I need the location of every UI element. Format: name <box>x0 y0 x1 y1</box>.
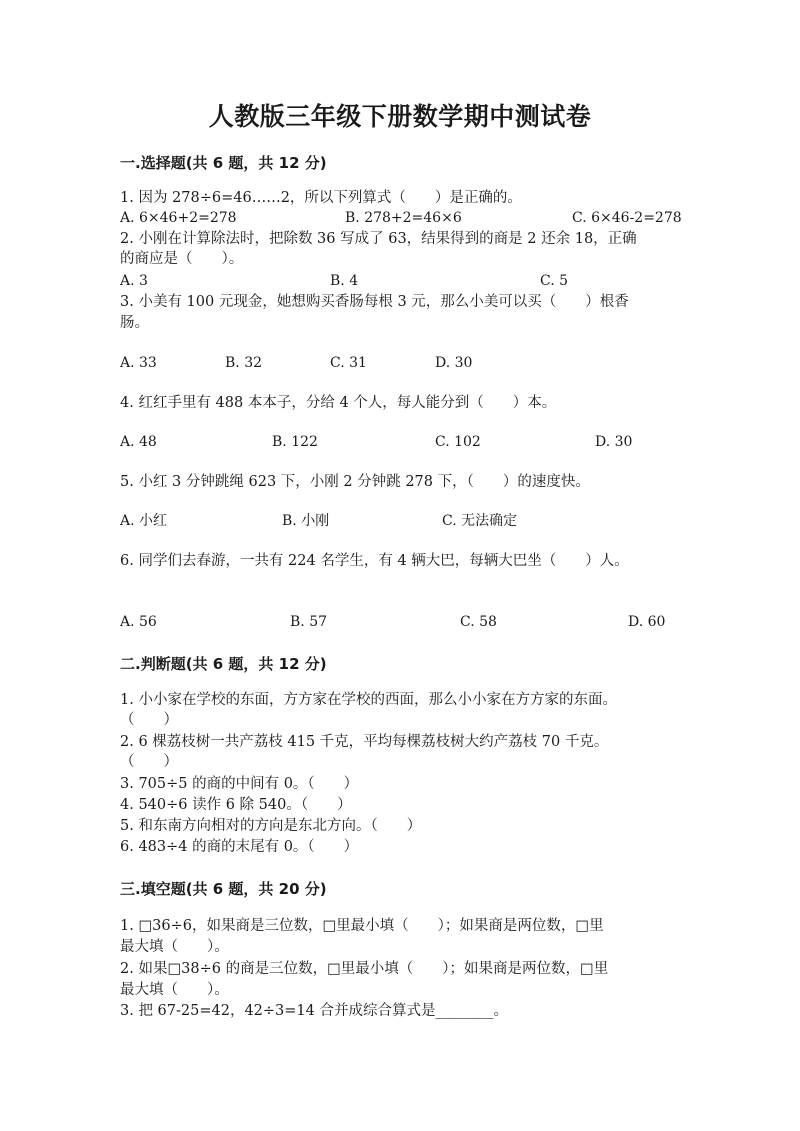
question-1-3-line1: 3. 小美有 100 元现金，她想购买香肠每根 3 元，那么小美可以买（ ）根香 <box>120 294 629 310</box>
q1-4-option-d: D. 30 <box>595 434 633 450</box>
q1-2-option-b: B. 4 <box>330 273 359 289</box>
question-1-5: 5. 小红 3 分钟跳绳 623 下，小刚 2 分钟跳 278 下，（ ）的速度快。 <box>120 474 590 490</box>
q1-4-option-b: B. 122 <box>272 434 318 450</box>
judge-2-blank: （ ） <box>120 754 178 770</box>
question-1-2-line2: 的商应是（ ）。 <box>120 251 244 267</box>
section-1-heading: 一.选择题(共 6 题，共 12 分) <box>120 154 327 172</box>
q1-6-option-a: A. 56 <box>120 614 157 630</box>
judge-6: 6. 483÷4 的商的末尾有 0。（ ） <box>120 839 359 855</box>
question-1-2-line1: 2. 小刚在计算除法时，把除数 36 写成了 63，结果得到的商是 2 还余 18，正确 <box>120 231 637 247</box>
q1-3-option-d: D. 30 <box>435 355 473 371</box>
judge-3: 3. 705÷5 的商的中间有 0。（ ） <box>120 776 359 792</box>
fill-2-line2: 最大填（ ）。 <box>120 982 229 998</box>
q1-1-option-a: A. 6×46+2=278 <box>120 210 237 226</box>
q1-5-option-b: B. 小刚 <box>282 513 330 529</box>
q1-6-option-d: D. 60 <box>628 614 666 630</box>
judge-1-blank: （ ） <box>120 712 178 728</box>
q1-6-option-c: C. 58 <box>460 614 497 630</box>
fill-1-line2: 最大填（ ）。 <box>120 939 229 955</box>
q1-4-option-c: C. 102 <box>435 434 481 450</box>
fill-1-line1: 1. □36÷6，如果商是三位数，□里最小填（ ）；如果商是两位数，□里 <box>120 918 604 934</box>
q1-3-option-a: A. 33 <box>120 355 157 371</box>
question-1-1: 1. 因为 278÷6=46……2，所以下列算式（ ）是正确的。 <box>120 190 522 206</box>
q1-3-option-b: B. 32 <box>225 355 263 371</box>
q1-2-option-c: C. 5 <box>540 273 569 289</box>
q1-4-option-a: A. 48 <box>120 434 157 450</box>
q1-6-option-b: B. 57 <box>290 614 328 630</box>
judge-2-line1: 2. 6 棵荔枝树一共产荔枝 415 千克，平均每棵荔枝树大约产荔枝 70 千克。 <box>120 734 609 750</box>
judge-5: 5. 和东南方向相对的方向是东北方向。（ ） <box>120 818 422 834</box>
fill-3: 3. 把 67-25=42，42÷3=14 合并成综合算式是________。 <box>120 1003 508 1019</box>
q1-1-option-b: B. 278+2=46×6 <box>345 210 462 226</box>
section-2-heading: 二.判断题(共 6 题，共 12 分) <box>120 655 327 673</box>
fill-2-line1: 2. 如果□38÷6 的商是三位数，□里最小填（ ）；如果商是两位数，□里 <box>120 961 609 977</box>
q1-3-option-c: C. 31 <box>330 355 367 371</box>
question-1-3-line2: 肠。 <box>120 315 149 331</box>
question-1-6: 6. 同学们去春游，一共有 224 名学生，有 4 辆大巴，每辆大巴坐（ ）人。 <box>120 553 629 569</box>
page-title: 人教版三年级下册数学期中测试卷 <box>208 102 592 131</box>
q1-1-option-c: C. 6×46-2=278 <box>572 210 682 226</box>
question-1-4: 4. 红红手里有 488 本本子，分给 4 个人，每人能分到（ ）本。 <box>120 395 557 411</box>
q1-5-option-c: C. 无法确定 <box>442 513 518 529</box>
judge-4: 4. 540÷6 读作 6 除 540。（ ） <box>120 797 352 813</box>
q1-2-option-a: A. 3 <box>120 273 148 289</box>
section-3-heading: 三.填空题(共 6 题，共 20 分) <box>120 880 327 898</box>
judge-1-line1: 1. 小小家在学校的东面，方方家在学校的西面，那么小小家在方方家的东面。 <box>120 692 617 708</box>
q1-5-option-a: A. 小红 <box>120 513 168 529</box>
